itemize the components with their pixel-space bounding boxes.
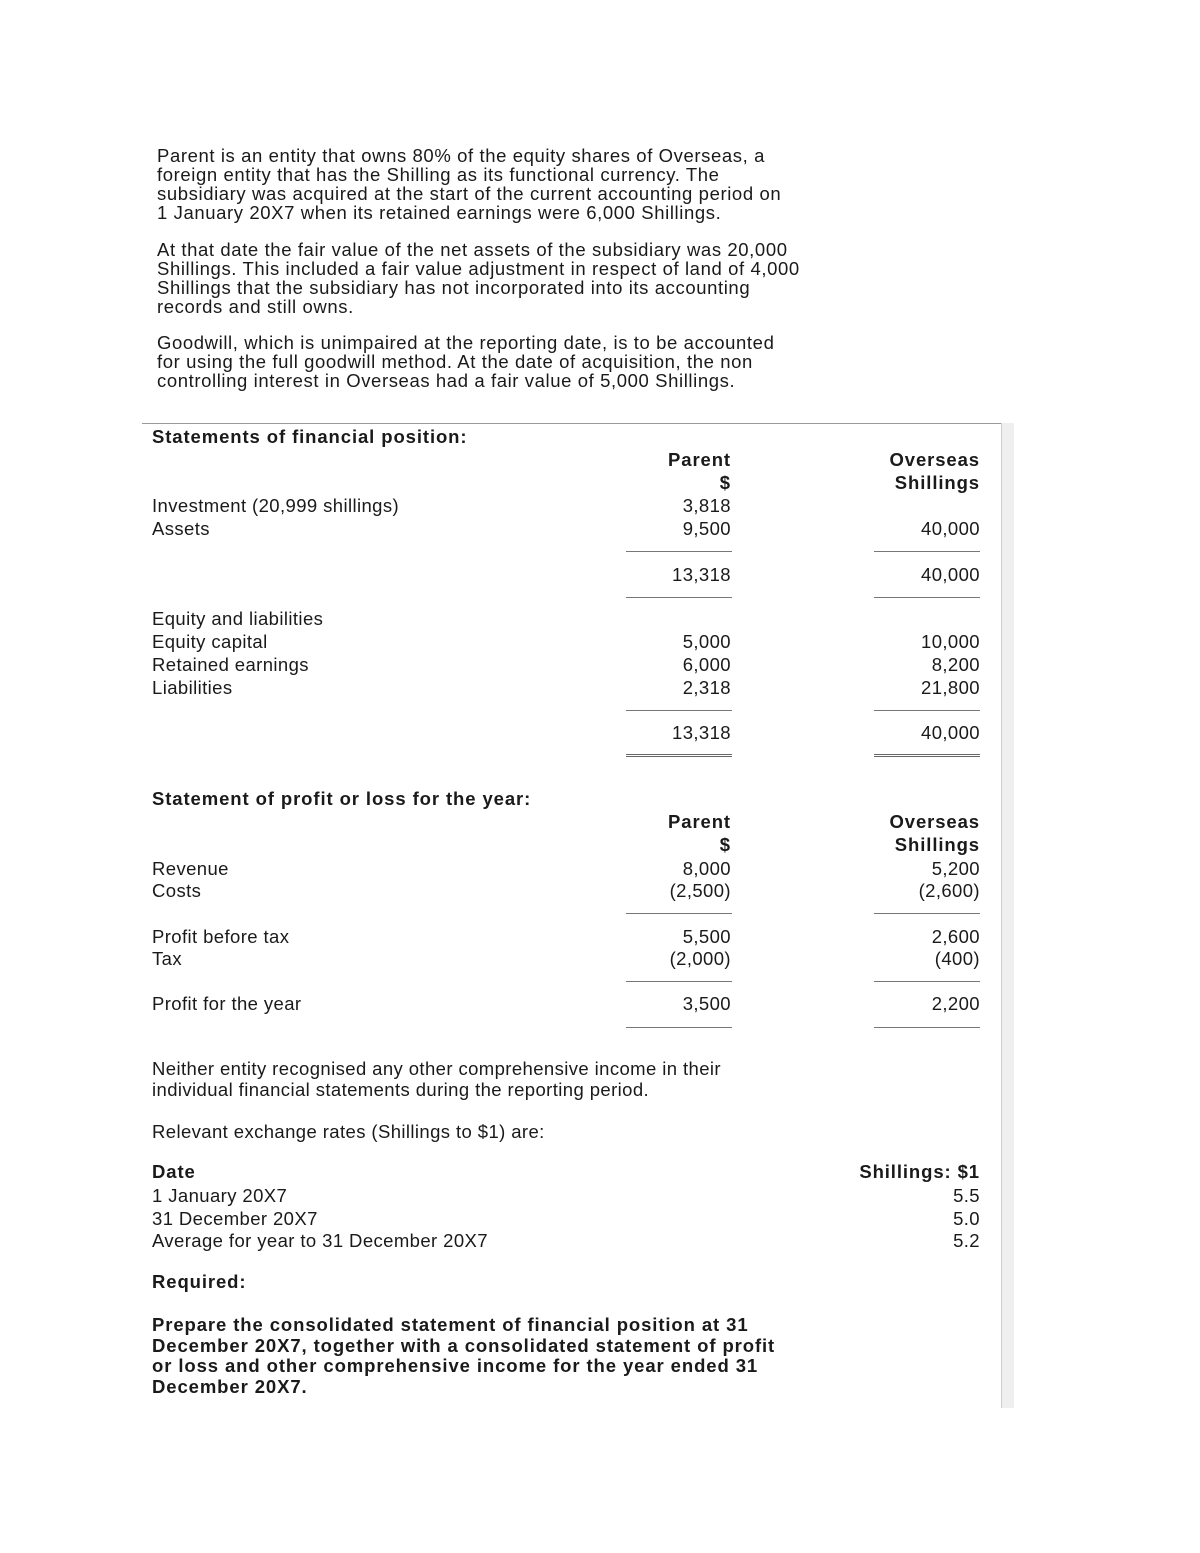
row-pfy-overseas: 2,200 <box>931 993 980 1014</box>
eq-subtotal-rule-parent <box>626 710 732 711</box>
total-assets-overseas: 40,000 <box>921 564 980 585</box>
text-line: foreign entity that has the Shilling as its functional currency. The <box>157 164 720 185</box>
text-line: Goodwill, which is unimpaired at the reporting date, is to be accounted <box>157 332 775 353</box>
sofp-col-overseas: Overseas <box>889 449 980 470</box>
row-revenue-label: Revenue <box>152 858 229 879</box>
frame-right-border <box>1001 423 1014 1408</box>
text-line: Shillings. This included a fair value adjustment in respect of land of 4,000 <box>157 258 800 279</box>
total-eq-parent: 13,318 <box>672 722 731 743</box>
row-assets-label: Assets <box>152 518 210 539</box>
text-line: At that date the fair value of the net assets of the subsidiary was 20,000 <box>157 239 788 260</box>
text-line: records and still owns. <box>157 296 354 317</box>
total-eq-double-rule-parent <box>626 754 732 757</box>
total-eq-double-rule-overseas <box>874 754 980 757</box>
row-costs-label: Costs <box>152 880 202 901</box>
row-revenue-parent: 8,000 <box>682 858 731 879</box>
sopl-col-parent: Parent <box>668 811 731 832</box>
total-assets-rule-overseas <box>874 597 980 598</box>
rate-row-value: 5.5 <box>953 1185 980 1206</box>
row-equity-capital-parent: 5,000 <box>682 631 731 652</box>
text-line: Parent is an entity that owns 80% of the equity shares of Overseas, a <box>157 145 766 166</box>
text-line: for using the full goodwill method. At the date of acquisition, the non <box>157 351 753 372</box>
row-revenue-overseas: 5,200 <box>931 858 980 879</box>
row-costs-overseas: (2,600) <box>918 880 980 901</box>
rate-row-date: 31 December 20X7 <box>152 1208 318 1229</box>
pfy-rule-parent <box>626 981 732 982</box>
sopl-col-overseas: Overseas <box>889 811 980 832</box>
row-retained-earnings-parent: 6,000 <box>682 654 731 675</box>
row-equity-capital-overseas: 10,000 <box>921 631 980 652</box>
row-pfy-parent: 3,500 <box>682 993 731 1014</box>
text-line: Shillings that the subsidiary has not incorporated into its accounting <box>157 277 751 298</box>
row-investment-label: Investment (20,999 shillings) <box>152 495 400 516</box>
pbt-rule-overseas <box>874 913 980 914</box>
rate-row-value: 5.2 <box>953 1230 980 1251</box>
intro-paragraph-3 <box>157 333 1057 390</box>
total-assets-parent: 13,318 <box>672 564 731 585</box>
row-equity-capital-label: Equity capital <box>152 631 268 652</box>
rate-row-date: 1 January 20X7 <box>152 1185 288 1206</box>
text-line: 1 January 20X7 when its retained earnings were 6,000 Shillings. <box>157 202 722 223</box>
total-assets-rule-parent <box>626 597 732 598</box>
row-costs-parent: (2,500) <box>669 880 731 901</box>
row-assets-overseas: 40,000 <box>921 518 980 539</box>
pfy-bottom-rule-overseas <box>874 1027 980 1028</box>
sofp-subtotal-rule-overseas <box>874 551 980 552</box>
row-tax-parent: (2,000) <box>669 948 731 969</box>
frame-top-border <box>142 423 1002 424</box>
required-heading: Required: <box>152 1271 247 1292</box>
row-liabilities-label: Liabilities <box>152 677 233 698</box>
row-liabilities-overseas: 21,800 <box>921 677 980 698</box>
sofp-col-overseas-unit: Shillings <box>894 472 980 493</box>
row-liabilities-parent: 2,318 <box>682 677 731 698</box>
oci-note-line-1: Neither entity recognised any other comprehensive income in their <box>152 1058 721 1079</box>
sopl-title: Statement of profit or loss for the year: <box>152 788 532 809</box>
row-assets-parent: 9,500 <box>682 518 731 539</box>
required-text-line-3: or loss and other comprehensive income for the year ended 31 <box>152 1355 759 1376</box>
sofp-col-parent-unit: $ <box>719 472 731 493</box>
rates-col-date: Date <box>152 1161 196 1182</box>
intro-paragraph-1 <box>157 146 1057 222</box>
row-pbt-overseas: 2,600 <box>931 926 980 947</box>
sopl-col-overseas-unit: Shillings <box>894 834 980 855</box>
sofp-subtotal-rule-parent <box>626 551 732 552</box>
required-text-line-1: Prepare the consolidated statement of financial position at 31 <box>152 1314 749 1335</box>
required-text-line-2: December 20X7, together with a consolidated statement of profit <box>152 1335 776 1356</box>
rate-row-value: 5.0 <box>953 1208 980 1229</box>
row-retained-earnings-label: Retained earnings <box>152 654 309 675</box>
pfy-bottom-rule-parent <box>626 1027 732 1028</box>
rates-intro: Relevant exchange rates (Shillings to $1) are: <box>152 1121 545 1142</box>
text-line: subsidiary was acquired at the start of the current accounting period on <box>157 183 782 204</box>
row-retained-earnings-overseas: 8,200 <box>931 654 980 675</box>
oci-note-line-2: individual financial statements during the reporting period. <box>152 1079 650 1100</box>
pbt-rule-parent <box>626 913 732 914</box>
row-tax-label: Tax <box>152 948 182 969</box>
row-pfy-label: Profit for the year <box>152 993 302 1014</box>
required-text-line-4: December 20X7. <box>152 1376 308 1397</box>
row-pbt-label: Profit before tax <box>152 926 290 947</box>
sofp-title: Statements of financial position: <box>152 426 468 447</box>
total-eq-overseas: 40,000 <box>921 722 980 743</box>
pfy-rule-overseas <box>874 981 980 982</box>
text-line: controlling interest in Overseas had a fair value of 5,000 Shillings. <box>157 370 736 391</box>
rate-row-date: Average for year to 31 December 20X7 <box>152 1230 488 1251</box>
sofp-col-parent: Parent <box>668 449 731 470</box>
equity-liabilities-heading: Equity and liabilities <box>152 608 324 629</box>
row-tax-overseas: (400) <box>934 948 980 969</box>
rates-col-rate: Shillings: $1 <box>859 1161 980 1182</box>
sopl-col-parent-unit: $ <box>719 834 731 855</box>
row-pbt-parent: 5,500 <box>682 926 731 947</box>
eq-subtotal-rule-overseas <box>874 710 980 711</box>
intro-paragraph-2 <box>157 240 1057 316</box>
row-investment-parent: 3,818 <box>682 495 731 516</box>
